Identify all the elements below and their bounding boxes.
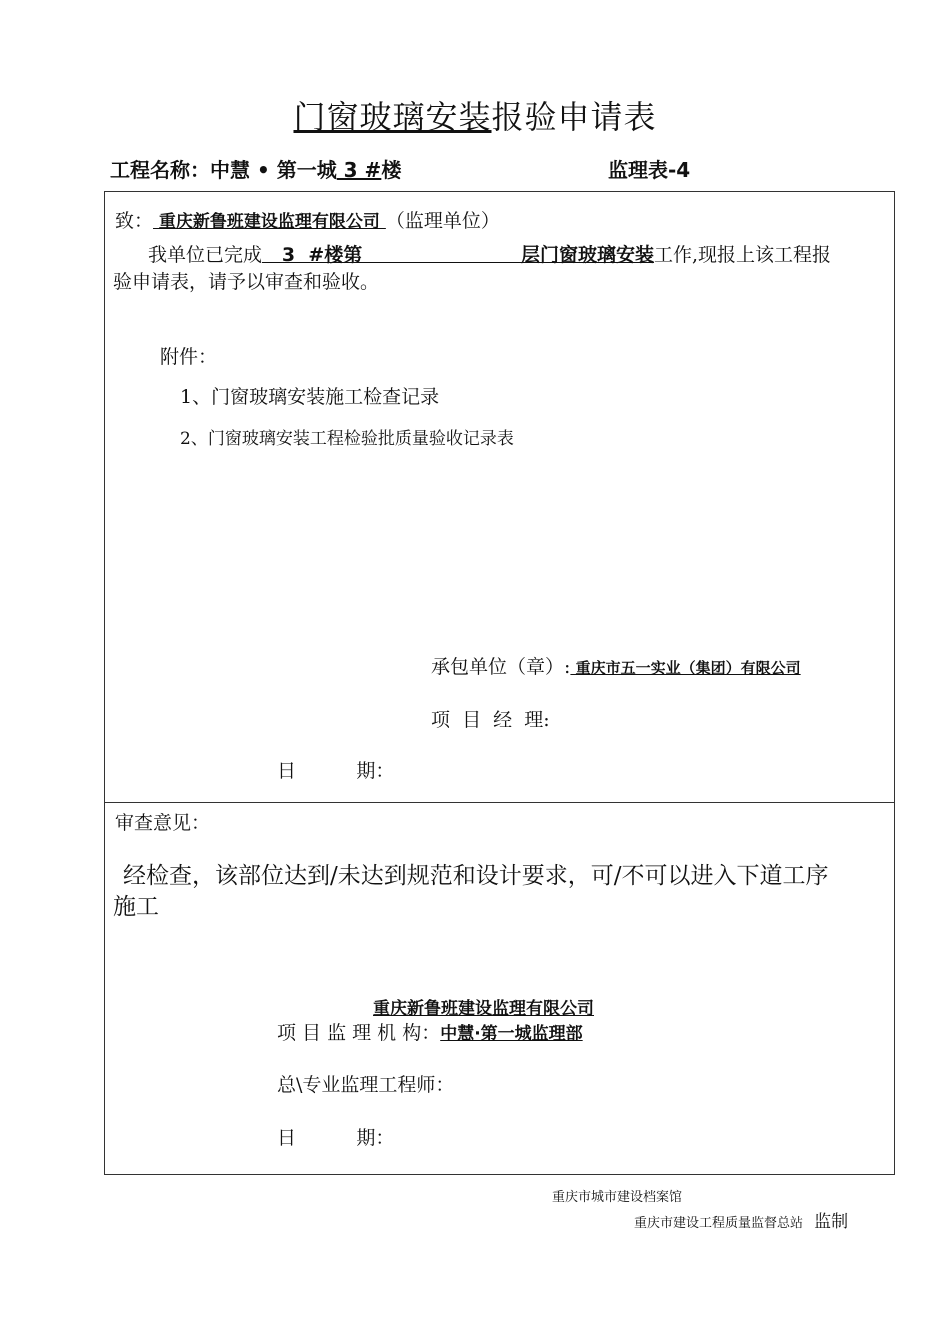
review-label: 审查意见： <box>115 812 211 834</box>
body-suffix: 工作,现报上该工程报 <box>654 244 832 266</box>
footer-archive: 重庆市城市建设档案馆 <box>552 1190 683 1205</box>
body-line-1 <box>148 240 831 267</box>
attachment-1: 1、门窗玻璃安装施工检查记录 <box>180 386 440 408</box>
body-line-2: 验申请表，请予以审查和验收。 <box>113 271 380 293</box>
review-text-line-2: 施工 <box>113 894 159 920</box>
body-prefix: 我单位已完成 <box>148 244 263 266</box>
manager-label: 项 目 经 理: <box>431 709 550 731</box>
body-building: 3 #楼第 <box>262 244 521 266</box>
footer-supervision <box>634 1207 848 1232</box>
contractor-name: 重庆市五一实业（集团）有限公司 <box>570 659 801 677</box>
footer-supervision-name: 重庆市建设工程质量监督总站 <box>634 1216 804 1231</box>
review-org-name: 中慧·第一城监理部 <box>440 1024 583 1044</box>
project-name-label: 工程名称：中慧 • 第一城 <box>110 158 337 182</box>
project-building: 3 # <box>336 158 382 182</box>
attachment-2: 2、门窗玻璃安装工程检验批质量验收记录表 <box>180 429 514 449</box>
form-code: 监理表-4 <box>608 158 691 182</box>
review-text-line-1: 经检查，该部位达到/未达到规范和设计要求，可/不可以进入下道工序 <box>123 863 829 889</box>
supervisor-note: （监理单位） <box>385 210 500 232</box>
project-suffix: 楼 <box>381 158 402 182</box>
to-line <box>115 206 500 233</box>
form-title <box>0 92 950 138</box>
review-date-label: 日 期： <box>277 1127 395 1149</box>
engineer-label: 总\专业监理工程师： <box>277 1074 455 1096</box>
form-title-part2: 报验申请表 <box>491 98 657 136</box>
contractor-line <box>431 652 801 679</box>
review-org-label: 项 目 监 理 机 构： <box>277 1022 441 1044</box>
contractor-label: 承包单位（章）: <box>431 656 571 678</box>
attachments-label: 附件： <box>160 346 218 368</box>
application-date-label: 日 期： <box>277 760 395 782</box>
project-name <box>110 154 401 183</box>
footer-supervision-suffix: 监制 <box>814 1212 849 1232</box>
form-title-part1: 门窗玻璃安装 <box>293 98 492 136</box>
section-divider <box>104 802 895 803</box>
to-label: 致： <box>115 210 154 232</box>
review-company: 重庆新鲁班建设监理有限公司 <box>373 999 594 1019</box>
review-org-line <box>277 1018 583 1045</box>
supervisor-company: 重庆新鲁班建设监理有限公司 <box>153 212 386 232</box>
body-work: 层门窗玻璃安装 <box>520 244 654 266</box>
